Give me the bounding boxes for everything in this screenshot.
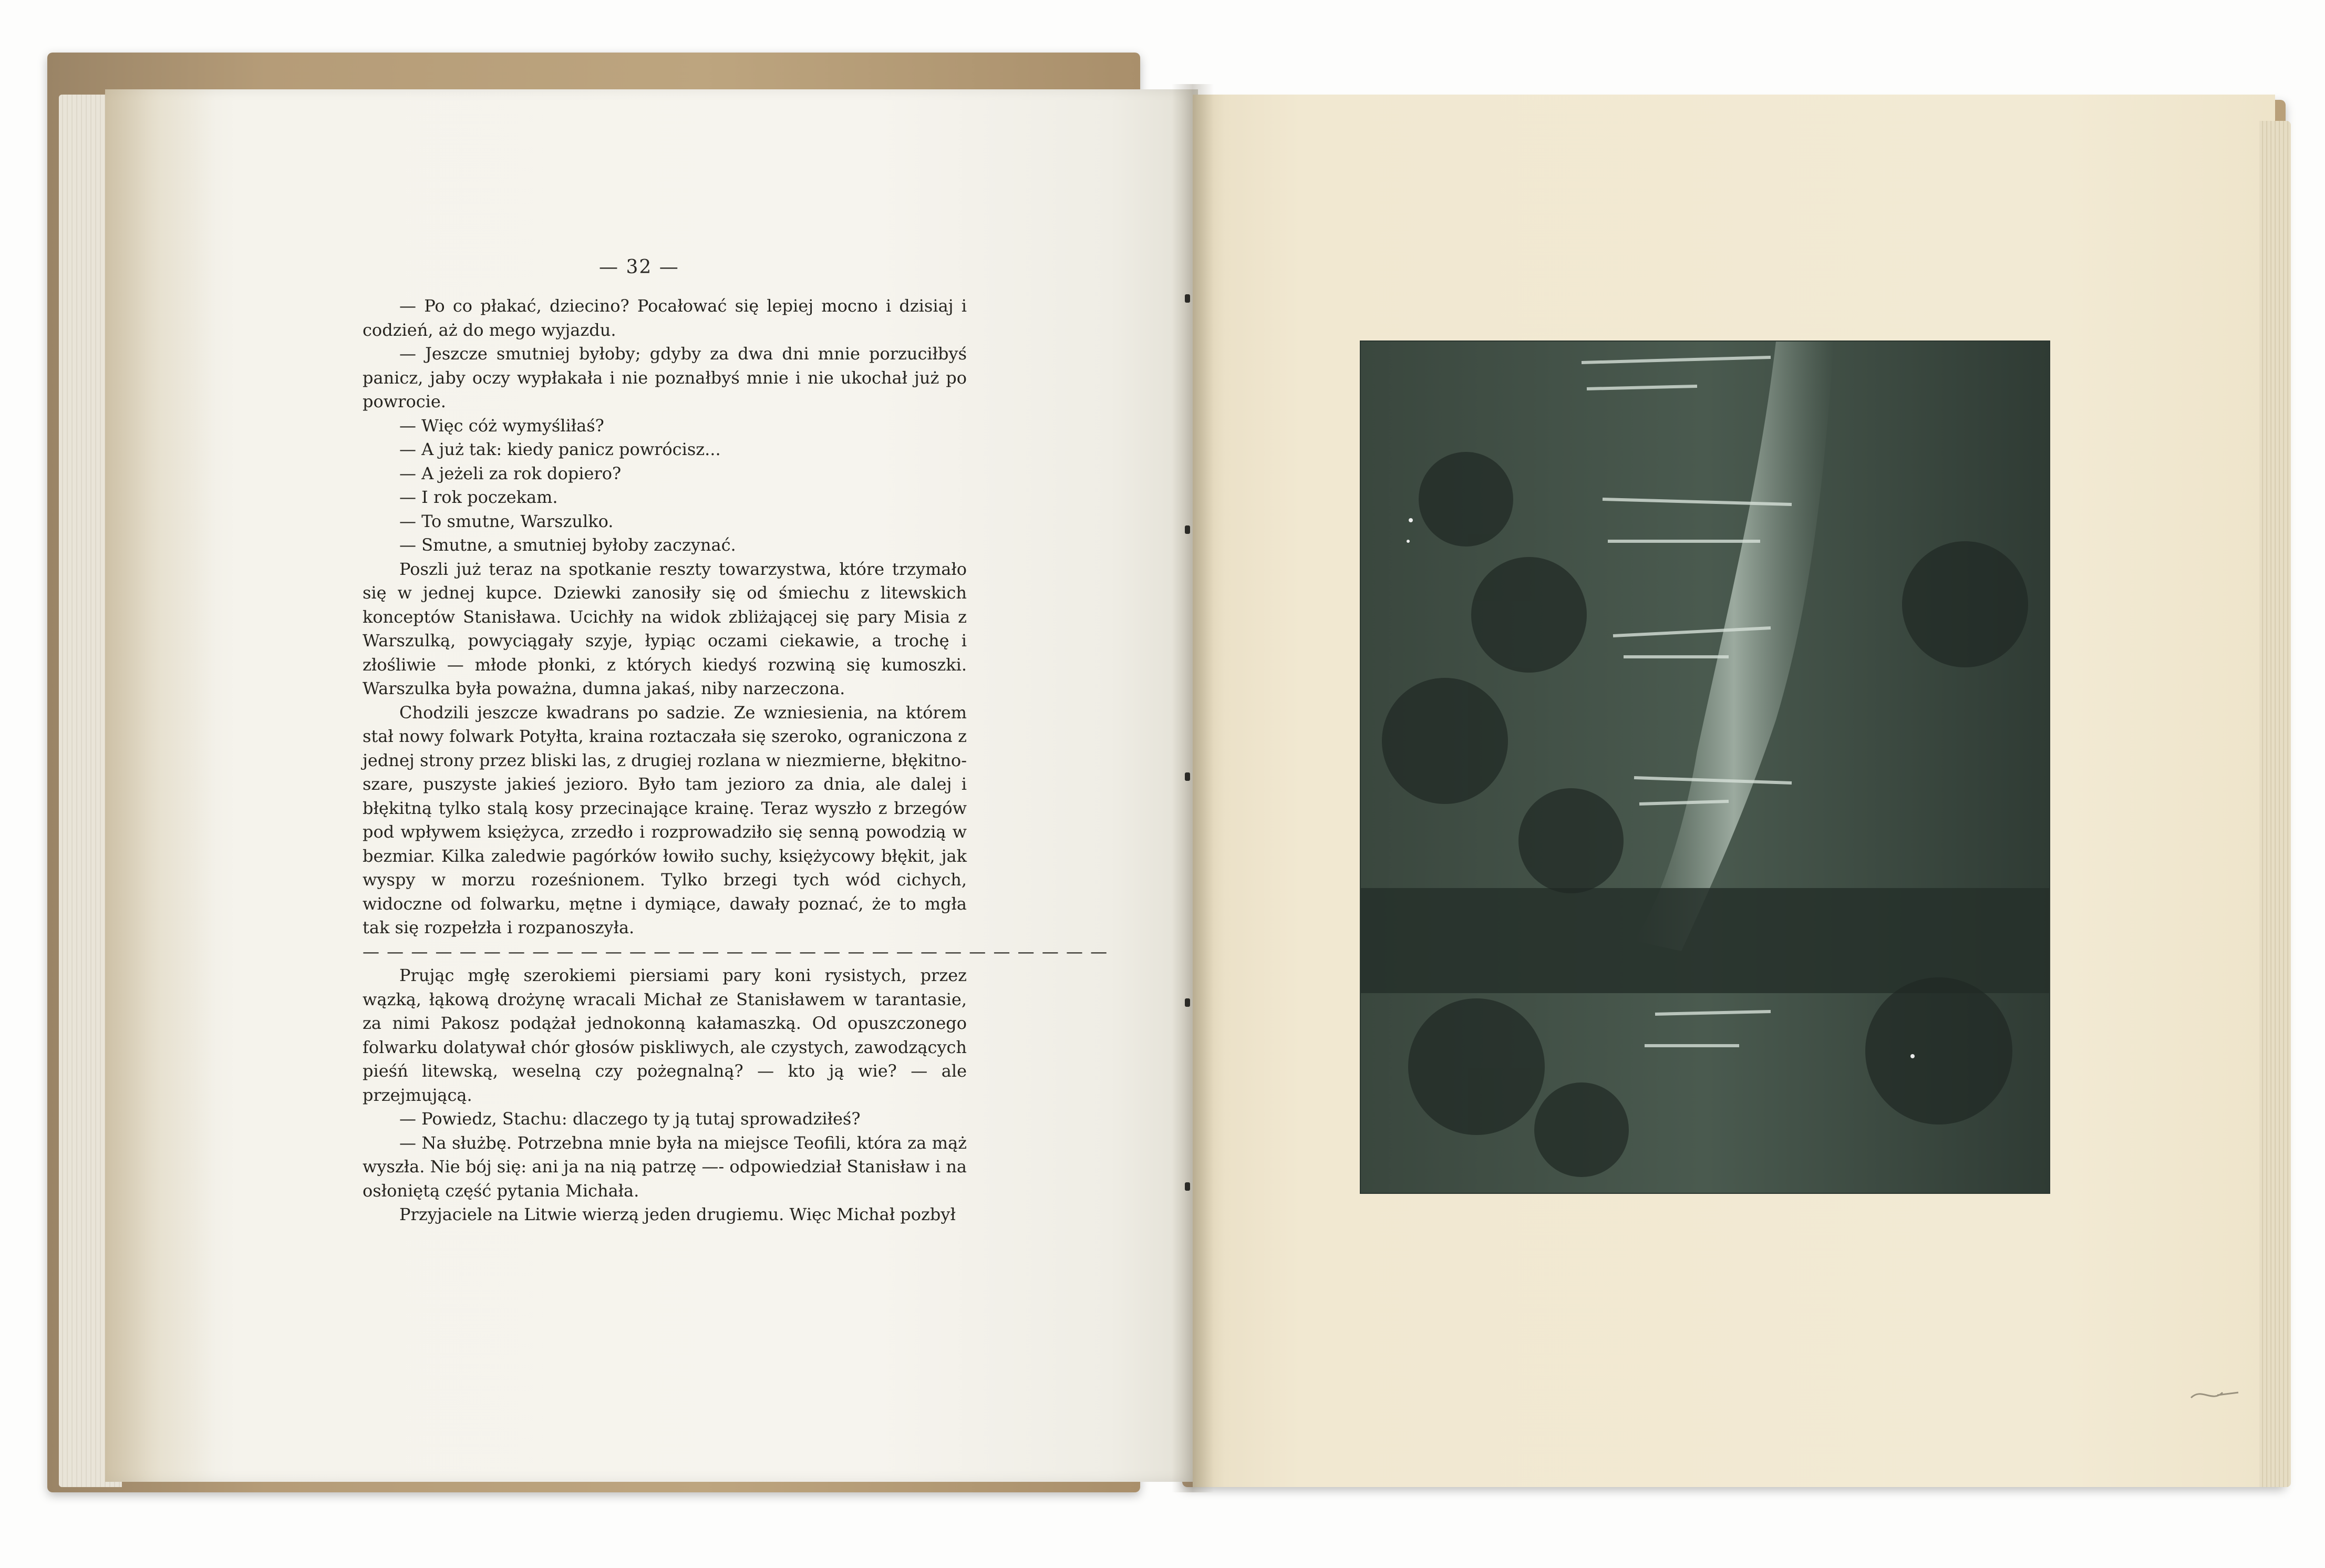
binding-stitch [1185,294,1190,303]
binding-stitch [1185,998,1190,1007]
paragraph: Chodzili jeszcze kwadrans po sadzie. Ze wzniesienia, na którem stał nowy folwark Potyłta, kraina roztaczała się szeroko, ograniczona z jednej strony przez bliski las, z drugiej rozlana w niezmierne, błękitno-szare, puszyste jakieś jezioro. Było tam jezioro za dnia, ale dalej i błękitną tylko stalą kosy przecinające krainę. Teraz wyszło z brzegów pod wpływem księżyca, zrzedło i rozprowadziło się senną powodzią w bezmiar. Kilka zaledwie pagórków łowiło suchy, księżycowy błękit, jak wyspy w morzu roześnionem. Tylko brzegi tych wód cichych, widoczne od folwarku, mętne i dymiące, dawały poznać, że to mgła tak się rozpełzła i rozpanoszyła. [363,702,967,937]
paragraph: — A już tak: kiedy panicz powrócisz... [399,439,721,459]
page-number: — 32 — [599,256,679,278]
paragraph: — A jeżeli za rok dopiero? [399,463,622,483]
paragraph: Prując mgłę szerokiemi piersiami pary koni rysistych, przez wązką, łąkową drożynę wracali Michał ze Stanisławem w tarantasie, za nimi Pakosz podążał jednokonną kałamaszką. Od opuszczonego folwarku dolatywał chór głosów piskliwych, ale czystych, zawodzących pieśń litewską, weselną czy pożegnalną? — kto ją wie? — ale przejmującą. [363,965,967,1105]
paragraph: — Jeszcze smutniej byłoby; gdyby za dwa dni mnie porzuciłbyś panicz, jaby oczy wypłakała i nie poznałbyś mnie i nie ukochał już po powrocie. [363,344,967,411]
page-edges-right [2259,121,2291,1487]
paragraph: — Smutne, a smutniej byłoby zaczynać. [399,535,736,555]
night-forest-image [1361,342,2049,1193]
paragraph: Przyjaciele na Litwie wierzą jeden drugiemu. Więc Michał pozbył [399,1204,956,1224]
paragraph: Poszli już teraz na spotkanie reszty towarzystwa, które trzymało się w jednej kupce. Dziewki zanosiły się od śmiechu z litewskich konceptów Stanisława. Ucichły na widok zbliżającej się pary Misia z Warszulką, powyciągały szyje, łypiąc oczami ciekawie, a trochę i złośliwie — młode płonki, z których kiedyś rozwiną się kumoszki. Warszulka była poważna, dumna jakaś, niby narzeczona. [363,559,967,698]
section-divider: — — — — — — — — — — — — — — — — — — — — — — — — — — — — — — — [363,941,1109,962]
pencil-mark [2186,1377,2244,1408]
paragraph: — I rok poczekam. [399,487,558,507]
body-text [363,294,1109,1227]
paragraph: — Na służbę. Potrzebna mnie była na miejsce Teofili, która za mąż wyszła. Nie bój się: ani ja na nią patrzę —- odpowiedział Stanisław i na osłoniętą część pytania Michała. [363,1132,967,1201]
binding-stitch [1185,772,1190,781]
book-gutter [1172,84,1214,1492]
page-stain [105,89,215,1482]
paragraph: — Powiedz, Stachu: dlaczego ty ją tutaj sprowadziłeś? [399,1109,861,1129]
paragraph: — Po co płakać, dziecino? Pocałować się lepiej mocno i dzisiaj i codzień, aż do mego wyjazdu. [363,296,967,340]
binding-stitch [1185,1182,1190,1191]
binding-stitch [1185,525,1190,534]
paragraph: — To smutne, Warszulko. [399,511,614,531]
illustration-plate [1361,342,2049,1193]
paragraph: — Więc cóż wymyśliłaś? [399,415,604,436]
